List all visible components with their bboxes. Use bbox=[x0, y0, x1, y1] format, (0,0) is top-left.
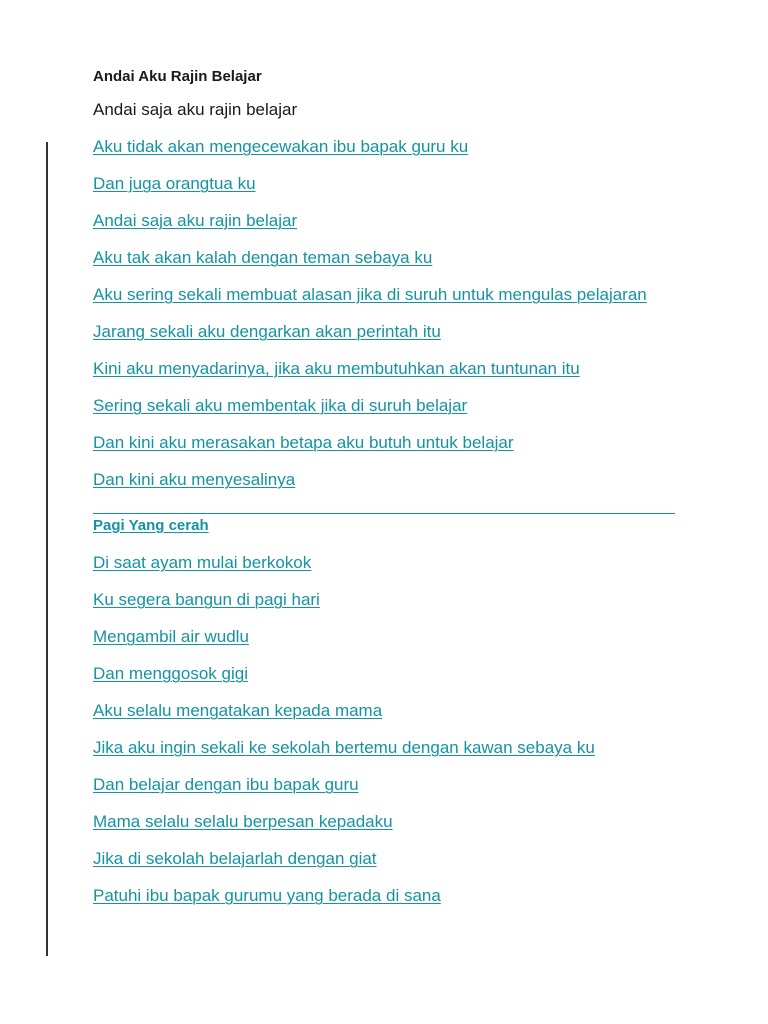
poem-line-link[interactable]: Sering sekali aku membentak jika di suruh belajar bbox=[93, 396, 468, 415]
poem-line-link[interactable]: Dan juga orangtua ku bbox=[93, 174, 256, 193]
poem-intro-line: Andai saja aku rajin belajar bbox=[93, 100, 298, 119]
poem-line-link[interactable]: Mengambil air wudlu bbox=[93, 627, 249, 646]
poem-line-link[interactable]: Aku sering sekali membuat alasan jika di suruh untuk mengulas pelajaran bbox=[93, 285, 647, 304]
poem-line-link[interactable]: Jika di sekolah belajarlah dengan giat bbox=[93, 849, 377, 868]
margin-bar bbox=[46, 142, 48, 956]
poem-line-link[interactable]: Dan kini aku merasakan betapa aku butuh untuk belajar bbox=[93, 433, 514, 452]
poem-line-link[interactable]: Aku tak akan kalah dengan teman sebaya ku bbox=[93, 248, 433, 267]
poem-title: Andai Aku Rajin Belajar bbox=[93, 68, 262, 85]
poem-line-link[interactable]: Aku selalu mengatakan kepada mama bbox=[93, 701, 383, 720]
poem-line-link[interactable]: Andai saja aku rajin belajar bbox=[93, 211, 298, 230]
poem-line-link[interactable]: Jika aku ingin sekali ke sekolah bertemu dengan kawan sebaya ku bbox=[93, 738, 595, 757]
poem-line-link[interactable]: Kini aku menyadarinya, jika aku membutuhkan akan tuntunan itu bbox=[93, 359, 580, 378]
poem-line-link[interactable]: Dan menggosok gigi bbox=[93, 664, 248, 683]
poem-line-link[interactable]: Dan kini aku menyesalinya bbox=[93, 470, 296, 489]
poem-line-link[interactable]: Aku tidak akan mengecewakan ibu bapak guru ku bbox=[93, 137, 469, 156]
poem-line-link[interactable]: Mama selalu selalu berpesan kepadaku bbox=[93, 812, 393, 831]
poem-line-link[interactable]: Patuhi ibu bapak gurumu yang berada di sana bbox=[93, 886, 441, 905]
section-separator bbox=[93, 513, 675, 514]
poem-line-link[interactable]: Dan belajar dengan ibu bapak guru bbox=[93, 775, 359, 794]
poem-line-link[interactable]: Di saat ayam mulai berkokok bbox=[93, 553, 312, 572]
poem-title-link[interactable]: Pagi Yang cerah bbox=[93, 517, 209, 534]
document-body bbox=[93, 62, 683, 906]
poem-line-link[interactable]: Ku segera bangun di pagi hari bbox=[93, 590, 320, 609]
poem-line-link[interactable]: Jarang sekali aku dengarkan akan perintah itu bbox=[93, 322, 441, 341]
